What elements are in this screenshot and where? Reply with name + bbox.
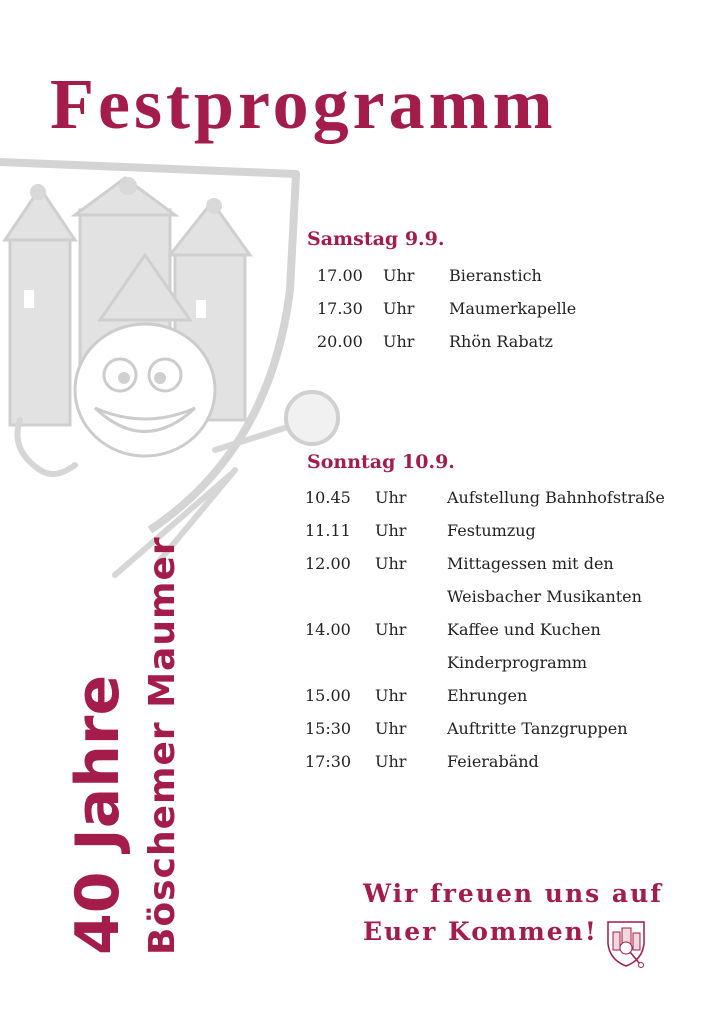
page-title: Festprogramm <box>50 64 557 144</box>
schedule-time: 12.00 <box>305 554 351 573</box>
schedule-time: 10.45 <box>305 488 351 507</box>
schedule-unit: Uhr <box>375 752 407 771</box>
schedule-time: 15.00 <box>305 686 351 705</box>
schedule-time: 14.00 <box>305 620 351 639</box>
club-name: Böschemer Maumer <box>142 536 183 955</box>
small-castle-logo-icon <box>606 918 646 968</box>
schedule-activity: Aufstellung Bahnhofstraße <box>447 488 665 507</box>
schedule-activity: Kinderprogramm <box>447 653 588 672</box>
schedule-unit: Uhr <box>375 488 407 507</box>
schedule-activity: Weisbacher Musikanten <box>447 587 642 606</box>
schedule-time: 17.00 <box>317 266 363 285</box>
schedule-unit: Uhr <box>375 554 407 573</box>
anniversary-years: 40 Jahre <box>63 674 133 955</box>
schedule-unit: Uhr <box>375 521 407 540</box>
schedule-time: 11.11 <box>305 521 351 540</box>
schedule-activity: Rhön Rabatz <box>449 332 553 351</box>
closing-line-1: Wir freuen uns auf <box>363 879 664 908</box>
schedule-activity: Festumzug <box>447 521 536 540</box>
schedule-activity: Ehrungen <box>447 686 528 705</box>
day-heading-sunday: Sonntag 10.9. <box>307 451 455 473</box>
schedule-unit: Uhr <box>383 266 415 285</box>
schedule-activity: Maumerkapelle <box>449 299 577 318</box>
schedule-time: 20.00 <box>317 332 363 351</box>
schedule-time: 15:30 <box>305 719 352 738</box>
schedule-unit: Uhr <box>383 332 415 351</box>
schedule-activity: Kaffee und Kuchen <box>447 620 601 639</box>
schedule-time: 17.30 <box>317 299 363 318</box>
schedule-unit: Uhr <box>375 719 407 738</box>
day-heading-saturday: Samstag 9.9. <box>307 228 445 250</box>
schedule-activity: Bieranstich <box>449 266 542 285</box>
schedule-time: 17:30 <box>305 752 352 771</box>
schedule-unit: Uhr <box>383 299 415 318</box>
schedule-unit: Uhr <box>375 620 407 639</box>
schedule-activity: Mittagessen mit den <box>447 554 614 573</box>
closing-line-2: Euer Kommen! <box>363 917 598 946</box>
schedule-unit: Uhr <box>375 686 407 705</box>
schedule-activity: Auftritte Tanzgruppen <box>447 719 628 738</box>
schedule-activity: Feierabänd <box>447 752 539 771</box>
